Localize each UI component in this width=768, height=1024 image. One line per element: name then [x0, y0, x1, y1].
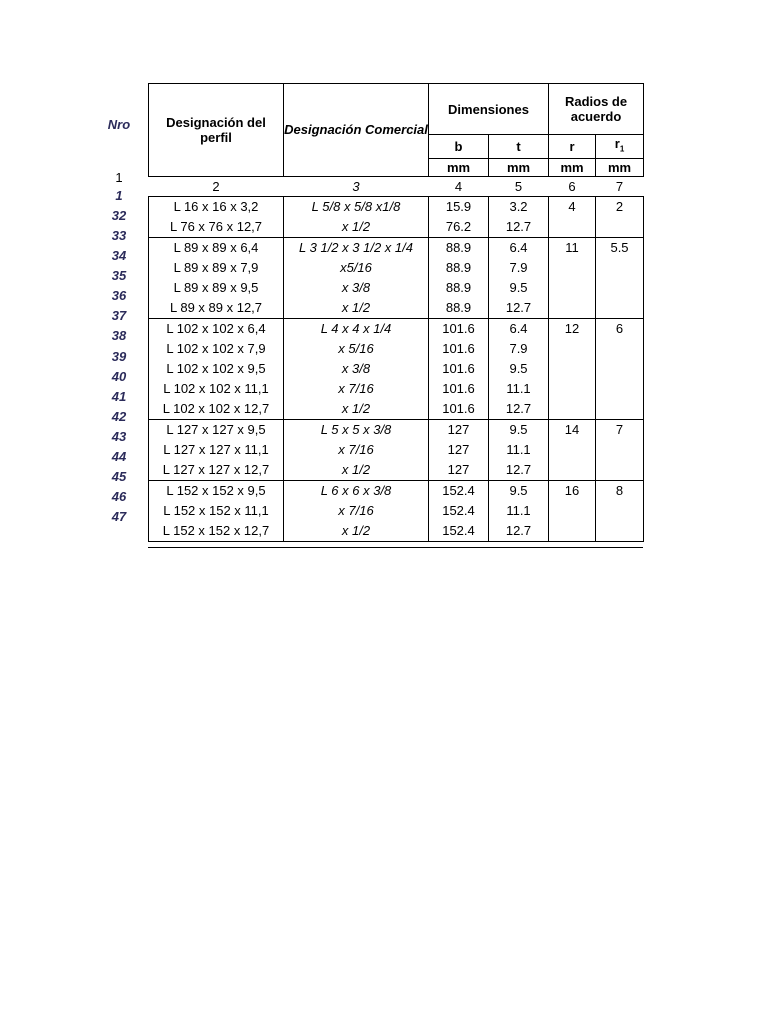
cell-r	[549, 258, 596, 278]
cell-r1	[596, 258, 644, 278]
cell-comercial: x 5/16	[284, 339, 429, 359]
cell-comercial: x 1/2	[284, 298, 429, 319]
header-r1-subscript: 1	[619, 144, 625, 154]
column-number: 3	[352, 178, 360, 194]
cell-b: 101.6	[429, 399, 489, 420]
nro-cell: 46	[111, 489, 127, 504]
cell-r	[549, 379, 596, 399]
cell-r: 14	[549, 419, 596, 440]
cell-r1	[596, 339, 644, 359]
nro-cell: 39	[111, 349, 127, 364]
cell-perfil: L 127 x 127 x 12,7	[149, 460, 284, 481]
nro-cell: 38	[111, 328, 127, 343]
cell-perfil: L 127 x 127 x 11,1	[149, 440, 284, 460]
cell-r	[549, 298, 596, 319]
unit-r: mm	[549, 158, 596, 176]
cell-perfil: L 102 x 102 x 12,7	[149, 399, 284, 420]
cell-comercial: x 1/2	[284, 399, 429, 420]
table-row	[149, 318, 644, 339]
nro-cell: 37	[111, 308, 127, 323]
cell-t: 12.7	[489, 399, 549, 420]
cell-perfil: L 152 x 152 x 9,5	[149, 480, 284, 501]
cell-comercial: x 7/16	[284, 501, 429, 521]
cell-comercial: x 3/8	[284, 359, 429, 379]
cell-r: 16	[549, 480, 596, 501]
cell-b: 127	[429, 419, 489, 440]
cell-perfil: L 89 x 89 x 9,5	[149, 278, 284, 298]
nro-cell: 44	[111, 449, 127, 464]
table-row	[149, 258, 644, 278]
nro-cell: 41	[111, 389, 127, 404]
cell-b: 152.4	[429, 501, 489, 521]
header-r1-symbol: r	[614, 136, 620, 151]
cell-t: 12.7	[489, 298, 549, 319]
cell-b: 101.6	[429, 339, 489, 359]
cell-t: 9.5	[489, 480, 549, 501]
cell-t: 9.5	[489, 278, 549, 298]
cell-perfil: L 102 x 102 x 9,5	[149, 359, 284, 379]
cell-r1	[596, 278, 644, 298]
cell-r	[549, 501, 596, 521]
nro-cell: 45	[111, 469, 127, 484]
cell-r	[549, 339, 596, 359]
nro-header: Nro	[107, 117, 131, 132]
cell-perfil: L 102 x 102 x 6,4	[149, 318, 284, 339]
table-row	[149, 521, 644, 542]
column-number: 4	[454, 178, 463, 194]
column-number: 7	[615, 178, 624, 194]
column-number: 6	[568, 178, 576, 194]
cell-r1	[596, 501, 644, 521]
cell-b: 127	[429, 460, 489, 481]
cell-t: 7.9	[489, 339, 549, 359]
cell-comercial: L 6 x 6 x 3/8	[284, 480, 429, 501]
cell-b: 76.2	[429, 217, 489, 238]
cell-t: 9.5	[489, 419, 549, 440]
cell-r	[549, 440, 596, 460]
cell-perfil: L 76 x 76 x 12,7	[149, 217, 284, 238]
unit-r1: mm	[596, 158, 644, 176]
unit-t: mm	[489, 158, 549, 176]
nro-cell: 32	[111, 208, 127, 223]
table-row	[149, 379, 644, 399]
header-t: t	[489, 135, 549, 159]
cell-r	[549, 399, 596, 420]
table-row	[149, 460, 644, 481]
cell-b: 101.6	[429, 318, 489, 339]
cell-comercial: x 3/8	[284, 278, 429, 298]
table-row	[149, 237, 644, 258]
profiles-table	[148, 83, 644, 542]
nro-cell: 40	[111, 369, 127, 384]
unit-b: mm	[429, 158, 489, 176]
table-row	[149, 278, 644, 298]
cell-comercial: x5/16	[284, 258, 429, 278]
cell-comercial: L 5 x 5 x 3/8	[284, 419, 429, 440]
nro-cell: 33	[111, 228, 127, 243]
cell-t: 9.5	[489, 359, 549, 379]
cell-b: 152.4	[429, 521, 489, 542]
cell-r1	[596, 359, 644, 379]
header-radios-de-acuerdo: Radios de acuerdo	[549, 84, 644, 135]
cell-r1	[596, 379, 644, 399]
header-dimensiones: Dimensiones	[429, 84, 549, 135]
cell-b: 101.6	[429, 359, 489, 379]
cell-perfil: L 16 x 16 x 3,2	[149, 196, 284, 217]
cell-comercial: x 1/2	[284, 521, 429, 542]
nro-cell: 34	[111, 248, 127, 263]
cell-t: 6.4	[489, 237, 549, 258]
cell-r: 4	[549, 196, 596, 217]
cell-perfil: L 102 x 102 x 11,1	[149, 379, 284, 399]
cell-perfil: L 89 x 89 x 7,9	[149, 258, 284, 278]
column-number: 5	[514, 178, 523, 194]
cell-comercial: L 4 x 4 x 1/4	[284, 318, 429, 339]
cell-r: 11	[549, 237, 596, 258]
cell-t: 12.7	[489, 460, 549, 481]
table-row	[149, 217, 644, 238]
cell-r1	[596, 217, 644, 238]
header-r1	[596, 135, 644, 159]
cell-perfil: L 89 x 89 x 6,4	[149, 237, 284, 258]
cell-comercial: L 5/8 x 5/8 x1/8	[284, 196, 429, 217]
cell-b: 88.9	[429, 298, 489, 319]
table-row	[149, 339, 644, 359]
cell-comercial: L 3 1/2 x 3 1/2 x 1/4	[284, 237, 429, 258]
cell-t: 11.1	[489, 379, 549, 399]
cell-b: 127	[429, 440, 489, 460]
cell-t: 6.4	[489, 318, 549, 339]
cell-r	[549, 460, 596, 481]
nro-cell: 42	[111, 409, 127, 424]
table-row	[149, 480, 644, 501]
header-designacion-perfil: Designación del perfil	[149, 84, 284, 177]
nro-cell: 43	[111, 429, 127, 444]
header-r: r	[549, 135, 596, 159]
cell-b: 152.4	[429, 480, 489, 501]
table-row	[149, 298, 644, 319]
cell-b: 88.9	[429, 237, 489, 258]
cell-r1	[596, 298, 644, 319]
cell-b: 15.9	[429, 196, 489, 217]
nro-cell: 1	[115, 188, 123, 203]
table-row	[149, 196, 644, 217]
cell-r	[549, 278, 596, 298]
cell-b: 88.9	[429, 258, 489, 278]
column-number: 2	[212, 178, 220, 194]
cell-comercial: x 1/2	[284, 217, 429, 238]
table-row	[149, 419, 644, 440]
cell-r1	[596, 440, 644, 460]
cell-r	[549, 521, 596, 542]
cell-perfil: L 102 x 102 x 7,9	[149, 339, 284, 359]
table-row	[149, 440, 644, 460]
table-row	[149, 501, 644, 521]
cell-t: 11.1	[489, 440, 549, 460]
header-b: b	[429, 135, 489, 159]
cell-perfil: L 152 x 152 x 12,7	[149, 521, 284, 542]
cell-t: 12.7	[489, 521, 549, 542]
cell-r1: 6	[596, 318, 644, 339]
cell-comercial: x 7/16	[284, 440, 429, 460]
header-designacion-comercial: Designación Comercial	[284, 84, 429, 177]
cell-r1	[596, 521, 644, 542]
cell-r	[549, 217, 596, 238]
cell-t: 3.2	[489, 196, 549, 217]
cell-t: 12.7	[489, 217, 549, 238]
cell-r1: 8	[596, 480, 644, 501]
cell-comercial: x 1/2	[284, 460, 429, 481]
nro-column-number: 1	[115, 170, 123, 185]
cell-comercial: x 7/16	[284, 379, 429, 399]
cell-b: 88.9	[429, 278, 489, 298]
table-row	[149, 399, 644, 420]
cell-perfil: L 89 x 89 x 12,7	[149, 298, 284, 319]
cell-t: 11.1	[489, 501, 549, 521]
cell-r1: 2	[596, 196, 644, 217]
cell-b: 101.6	[429, 379, 489, 399]
table-row	[149, 359, 644, 379]
cell-r	[549, 359, 596, 379]
nro-cell: 35	[111, 268, 127, 283]
cell-t: 7.9	[489, 258, 549, 278]
bottom-divider	[148, 547, 643, 548]
nro-cell: 47	[111, 509, 127, 524]
cell-r1	[596, 399, 644, 420]
cell-r1: 7	[596, 419, 644, 440]
cell-r: 12	[549, 318, 596, 339]
nro-cell: 36	[111, 288, 127, 303]
cell-perfil: L 152 x 152 x 11,1	[149, 501, 284, 521]
cell-perfil: L 127 x 127 x 9,5	[149, 419, 284, 440]
cell-r1: 5.5	[596, 237, 644, 258]
cell-r1	[596, 460, 644, 481]
